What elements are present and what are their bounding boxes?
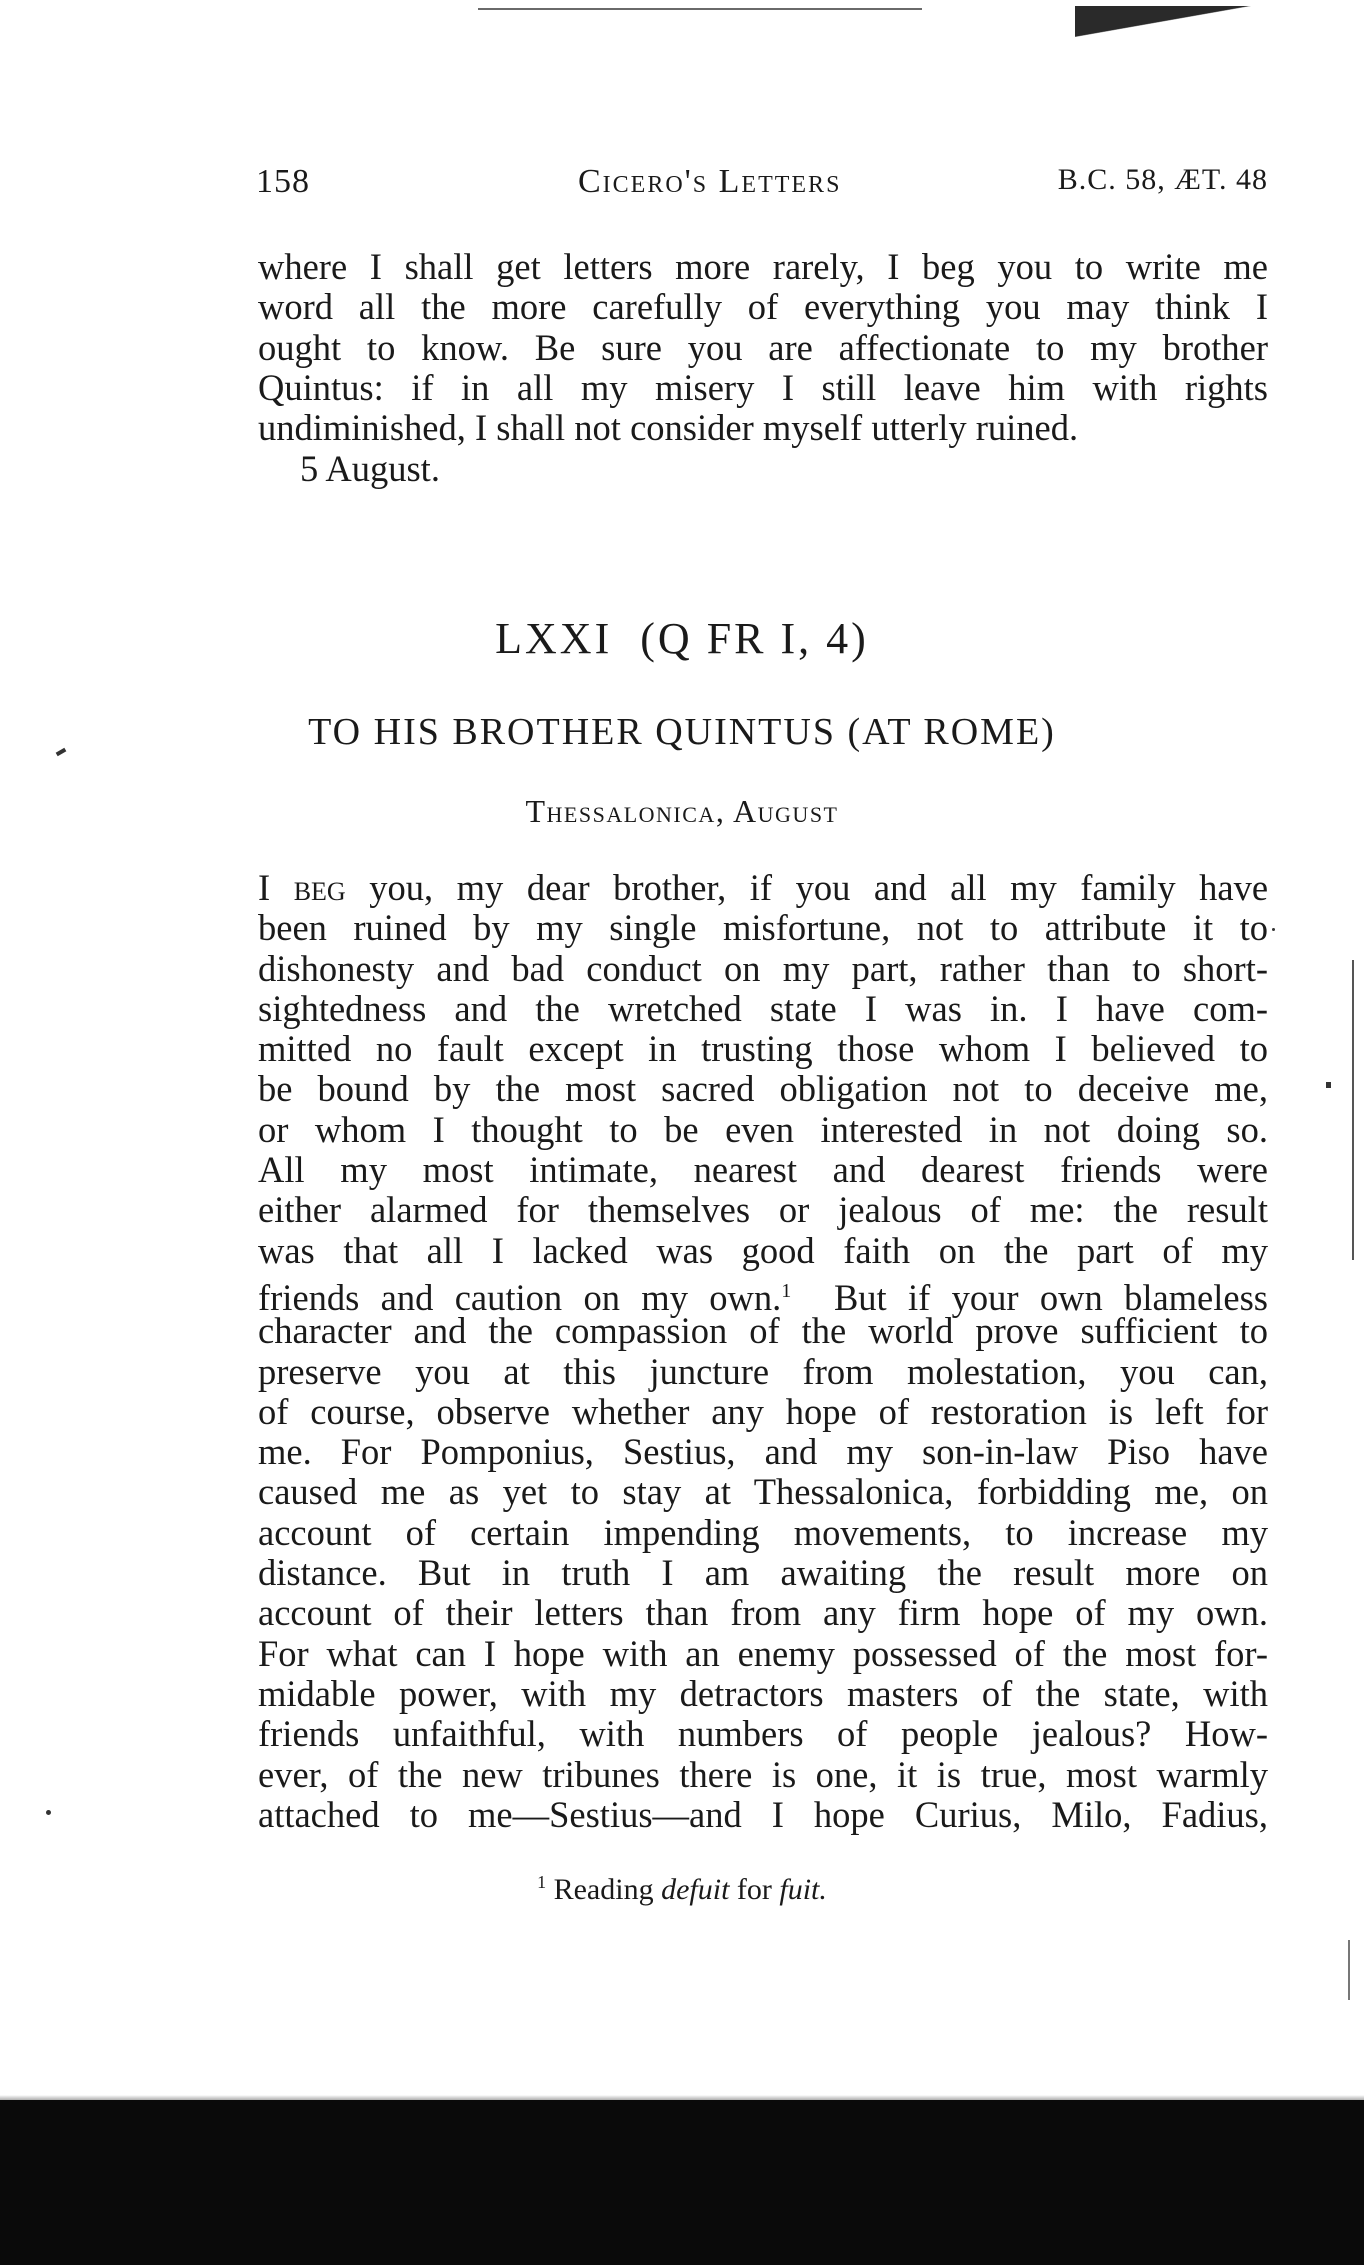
continuation-paragraph	[258, 247, 1268, 448]
text-line: preserve you at this juncture from molestation, you can,	[258, 1350, 1268, 1392]
letter-ref-open: (	[640, 614, 658, 663]
text-line: I beg you, my dear brother, if you and all my family have	[258, 867, 1269, 908]
text-line: or whom I thought to be even interested in not doing so.	[258, 1108, 1268, 1150]
text-line: either alarmed for themselves or jealous of me: the result	[258, 1189, 1268, 1231]
letter-body	[258, 868, 1268, 1835]
letter-place: Thessalonica, August	[525, 793, 839, 829]
text-line: distance. But in truth I am awaiting the result more on	[258, 1552, 1268, 1594]
text-line: All my most intimate, nearest and dearest friends were	[258, 1149, 1268, 1191]
margin-speck	[1326, 1082, 1331, 1088]
letter-heading: TO HIS BROTHER QUINTUS (AT ROME)	[308, 711, 1056, 753]
text-line: midable power, with my detractors masters of the state, with	[258, 1672, 1268, 1714]
text-line: friends and caution on my own.$^1$ But if your own blameless	[258, 1277, 1269, 1319]
text-line: For what can I hope with an enemy possessed of the most for-	[258, 1632, 1268, 1674]
text-line: character and the compassion of the world prove sufficient to	[258, 1310, 1268, 1352]
footnote-text-mid: for	[736, 1873, 772, 1906]
text-line: word all the more carefully of everything you may think I	[258, 286, 1268, 328]
scan-edge-mark	[1075, 6, 1364, 42]
letter-ref-fr: FR	[706, 614, 767, 663]
text-line: of course, observe whether any hope of restoration is left for	[258, 1390, 1268, 1432]
text-line: Quintus: if in all my misery I still leave him with rights	[258, 366, 1268, 408]
text-line: ever, of the new tribunes there is one, it is true, most warmly	[258, 1753, 1268, 1795]
text-line: friends unfaithful, with numbers of people jealous? How-	[258, 1713, 1268, 1755]
text-line: been ruined by my single misfortune, not to attribute it to	[258, 907, 1268, 949]
text-line: account of certain impending movements, to increase my	[258, 1511, 1268, 1553]
opening-word: I beg	[258, 867, 346, 908]
scan-edge-line	[1348, 1940, 1350, 2000]
footnote-number: 1	[537, 1872, 547, 1892]
text-line: me. For Pomponius, Sestius, and my son-in-law Piso have	[258, 1431, 1268, 1473]
text-line: account of their letters than from any firm hope of my own.	[258, 1592, 1268, 1634]
text-line: be bound by the most sacred obligation not to deceive me,	[258, 1068, 1268, 1110]
margin-speck	[1272, 928, 1275, 931]
letter-ref-rest: I, 4)	[780, 614, 869, 663]
letter-number	[0, 613, 1364, 664]
footnote-text: Reading	[553, 1873, 654, 1906]
page-number: 158	[256, 163, 310, 200]
running-title: Cicero's Letters	[578, 163, 842, 200]
footnote-italic-fuit: fuit.	[779, 1873, 827, 1906]
text-line: sightedness and the wretched state I was in. I have com-	[258, 987, 1268, 1029]
letter-ref-q: Q	[657, 614, 693, 663]
text-line: was that all I lacked was good faith on the part of my	[258, 1229, 1268, 1271]
footnote	[0, 1872, 1364, 1907]
scan-shadow-band	[0, 2100, 1364, 2265]
text-line: undiminished, I shall not consider myself utterly ruined.	[258, 407, 1079, 449]
margin-speck	[46, 1810, 51, 1815]
text-line: attached to me—Sestius—and I hope Curius, Milo, Fadius,	[258, 1793, 1268, 1835]
text-line: caused me as yet to stay at Thessalonica, forbidding me, on	[258, 1471, 1268, 1513]
scan-edge-line	[1352, 960, 1354, 1260]
top-rule	[478, 8, 922, 10]
text-line: dishonesty and bad conduct on my part, rather than to short-	[258, 947, 1268, 989]
dateline: 5 August.	[300, 448, 440, 489]
date-reference: B.C. 58, ÆT. 48	[1057, 163, 1268, 196]
text-line: where I shall get letters more rarely, I beg you to write me	[258, 246, 1268, 287]
letter-numeral: LXXI	[495, 614, 613, 663]
footnote-marker: 1	[781, 1279, 792, 1302]
footnote-italic-defuit: defuit	[661, 1873, 730, 1906]
text-line: mitted no fault except in trusting those whom I believed to	[258, 1028, 1268, 1070]
page-header	[256, 163, 1268, 213]
text-line: ought to know. Be sure you are affectionate to my brother	[258, 326, 1268, 368]
